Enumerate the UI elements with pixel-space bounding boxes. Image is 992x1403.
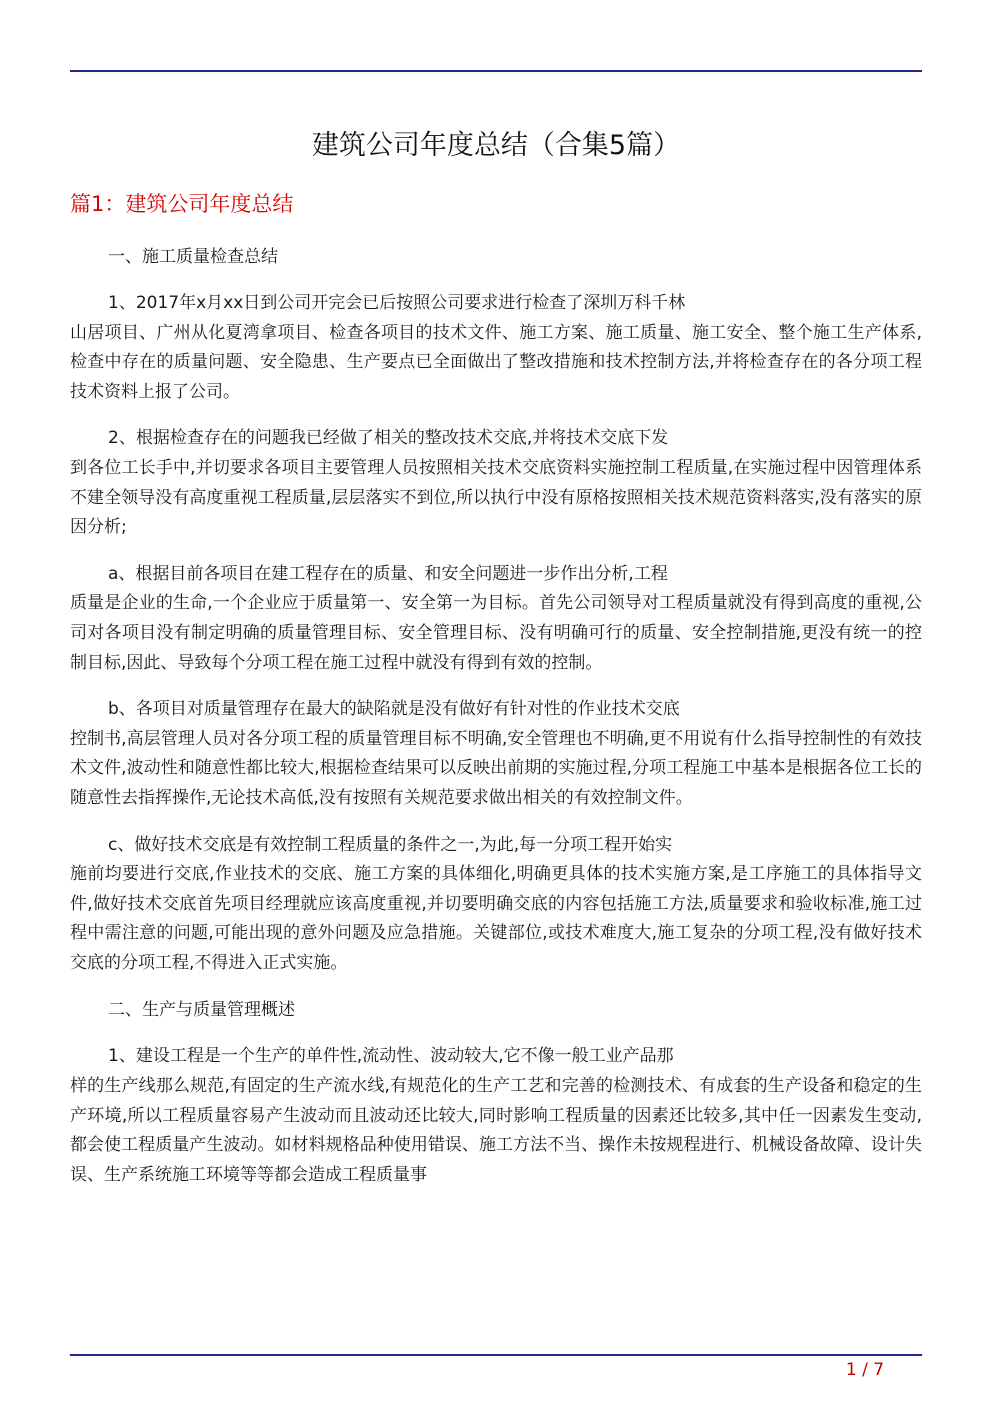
paragraph-first-line: a、根据目前各项目在建工程存在的质量、和安全问题进一步作出分析,工程 [108,563,668,584]
paragraph-body: 施前均要进行交底,作业技术的交底、施工方案的具体细化,明确更具体的技术实施方案,是工序施工的具体指导文件,做好技术交底首先项目经理就应该高度重视,并切要明确交底的内容包括施工方法,质量要求和验收标准,施工过程中需注意的问题,可能出现的意外问题及应急措施。关键部位,或技术难度大,施工复杂的分项工程,没有做好技术交底的分项工程,不得进入正式实施。 [70,864,922,973]
paragraph-body: 样的生产线那么规范,有固定的生产流水线,有规范化的生产工艺和完善的检测技术、有成套的生产设备和稳定的生产环境,所以工程质量容易产生波动而且波动还比较大,同时影响工程质量的因素还比较多,其中任一因素发生变动,都会使工程质量产生波动。如材料规格品种使用错误、施工方法不当、操作未按规程进行、机械设备故障、设计失误、生产系统施工环境等等都会造成工程质量事 [70,1076,922,1185]
paragraph-body: 质量是企业的生命,一个企业应于质量第一、安全第一为目标。首先公司领导对工程质量就没有得到高度的重视,公司对各项目没有制定明确的质量管理目标、安全管理目标、没有明确可行的质量、安全控制措施,更没有统一的控制目标,因此、导致每个分项工程在施工过程中就没有得到有效的控制。 [70,593,922,673]
document-body [70,242,922,1207]
paragraph-first-line: b、各项目对质量管理存在最大的缺陷就是没有做好有针对性的作业技术交底 [108,699,680,720]
section-title: 篇1：建筑公司年度总结 [70,192,294,216]
paragraph-first-line: 1、2017年x月xx日到公司开完会已后按照公司要求进行检查了深圳万科千林 [108,293,686,313]
section-heading: 一、施工质量检查总结 [108,247,278,267]
paragraph-body: 到各位工长手中,并切要求各项目主要管理人员按照相关技术交底资料实施控制工程质量,在实施过程中因管理体系不建全领导没有高度重视工程质量,层层落实不到位,所以执行中没有原格按照相关技术规范资料落实,没有落实的原因分析; [70,457,922,538]
paragraph [70,1042,922,1190]
paragraph [70,831,922,979]
paragraph-first-line: c、做好技术交底是有效控制工程质量的条件之一,为此,每一分项工程开始实 [108,834,673,855]
footer-rule [70,1354,922,1356]
paragraph-first-line: 2、根据检查存在的问题我已经做了相关的整改技术交底,并将技术交底下发 [108,428,669,449]
paragraph [70,560,922,678]
paragraph-body: 控制书,高层管理人员对各分项工程的质量管理目标不明确,安全管理也不明确,更不用说有什么指导控制性的有效技术文件,波动性和随意性都比较大,根据检查结果可以反映出前期的实施过程,分项工程施工中基本是根据各位工长的随意性去指挥操作,无论技术高低,没有按照有关规范要求做出相关的有效控制文件。 [70,728,922,808]
paragraph [70,289,922,407]
page-number: 1 / 7 [845,1360,885,1380]
section-heading: 二、生产与质量管理概述 [108,1000,295,1021]
paragraph [70,424,922,542]
document-title: 建筑公司年度总结（合集5篇） [311,130,681,161]
paragraph-body: 山居项目、广州从化夏湾拿项目、检查各项目的技术文件、施工方案、施工质量、施工安全、整个施工生产体系,检查中存在的质量问题、安全隐患、生产要点已全面做出了整改措施和技术控制方法,并将检查存在的各分项工程技术资料上报了公司。 [70,322,922,402]
paragraph-first-line: 1、建设工程是一个生产的单件性,流动性、波动较大,它不像一般工业产品那 [108,1046,674,1067]
paragraph [70,695,922,813]
header-rule [70,70,922,72]
